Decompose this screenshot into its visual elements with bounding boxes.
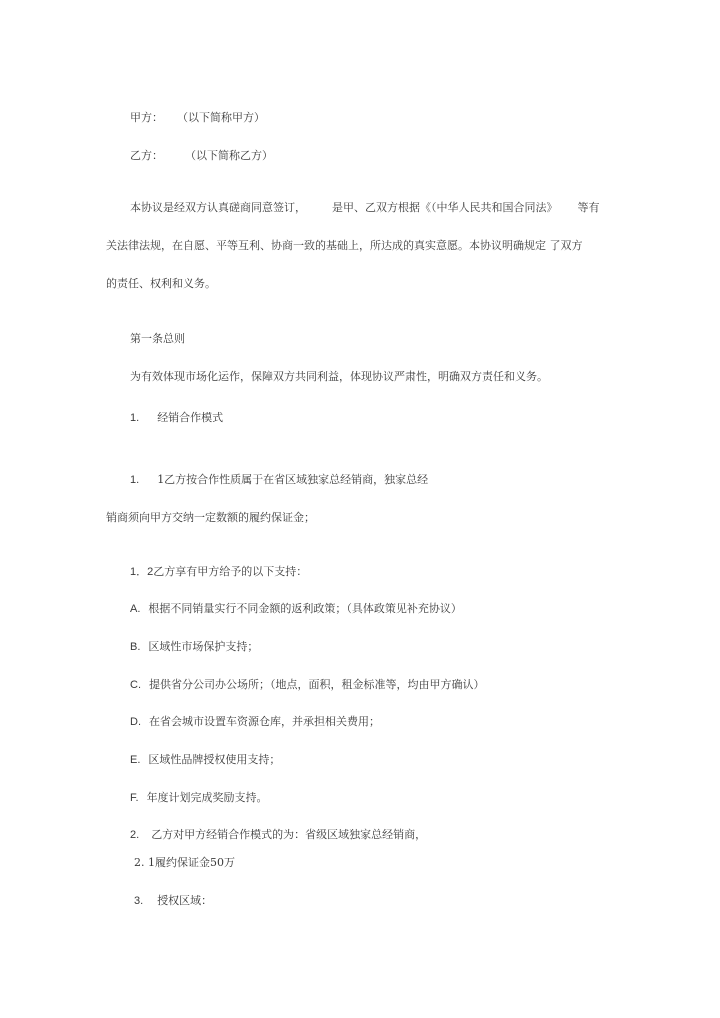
section-1-1-continued: 销商须向甲方交纳一定数额的履约保证金； [106,511,315,524]
section-1-2-number: 1．2 [130,566,154,578]
support-item-c-text: 提供省分公司办公场所；（地点，面积，租金标准等，均由甲方确认） [149,678,485,691]
support-item-e-letter: E. [130,754,141,766]
support-item-e [130,753,280,767]
support-item-f [130,791,268,805]
section-1-number: 1. [130,412,140,424]
section-2-1-line: 2. 1履约保证金50万 [134,856,235,869]
section-1-2-line [130,565,307,579]
party-b-line [130,149,273,163]
section-3-text: 授权区域： [157,894,213,907]
party-a-line [130,111,265,125]
support-item-a-text: 根据不同销量实行不同金额的返利政策；（具体政策见补充协议） [148,602,462,615]
section-1-1-text: 1乙方按合作性质属于在省区域独家总经销商，独家总经 [157,473,429,486]
support-item-d-text: 在省会城市设置车资源仓库，并承担相关费用； [149,715,380,728]
section-1-title: 经销合作模式 [157,411,224,424]
support-item-f-text: 年度计划完成奖励支持。 [146,791,268,804]
section-2-text: 乙方对甲方经销合作模式的为：省级区域独家总经销商， [151,828,427,841]
party-b-note: （以下简称乙方） [185,149,273,162]
support-item-a [130,602,462,616]
article-1-title: 第一条总则 [130,332,185,345]
support-item-b-text: 区域性市场保护支持； [148,640,259,653]
article-1-text: 为有效体现市场化运作，保障双方共同利益，体现协议严肃性，明确双方责任和义务。 [130,370,548,383]
support-item-d [130,715,380,729]
intro-line-1 [130,201,600,215]
intro-line-1-b: 是甲、乙双方根据《（中华人民共和国合同法》 [332,201,558,214]
section-2-number: 2. [130,829,140,841]
section-3-line [134,894,212,908]
intro-line-2: 关法律法规，在自愿、平等互利、协商一致的基础上，所达成的真实意愿。本协议明确规定 了双方 [106,239,583,252]
support-item-b-letter: B. [130,641,141,653]
support-item-c [130,678,485,692]
intro-line-3: 的责任、权利和义务。 [106,277,216,290]
intro-line-1-c: 等有 [577,201,600,214]
section-1-heading [130,411,223,425]
section-3-number: 3. [134,895,144,907]
support-item-b [130,640,258,654]
support-item-e-text: 区域性品牌授权使用支持； [148,753,281,766]
party-b-label: 乙方： [130,149,163,162]
party-a-note: （以下简称甲方） [177,111,265,124]
support-item-f-letter: F. [130,792,139,804]
section-2-line [130,828,426,842]
section-1-1-number: 1. [130,474,140,486]
support-item-d-letter: D. [130,716,141,728]
section-1-1-line [130,473,428,487]
intro-line-1-a: 本协议是经双方认真磋商同意签订， [130,201,306,214]
section-1-2-text: 乙方享有甲方给予的以下支持： [153,565,308,578]
support-item-c-letter: C. [130,679,141,691]
support-item-a-letter: A. [130,603,141,615]
party-a-label: 甲方： [130,111,163,124]
